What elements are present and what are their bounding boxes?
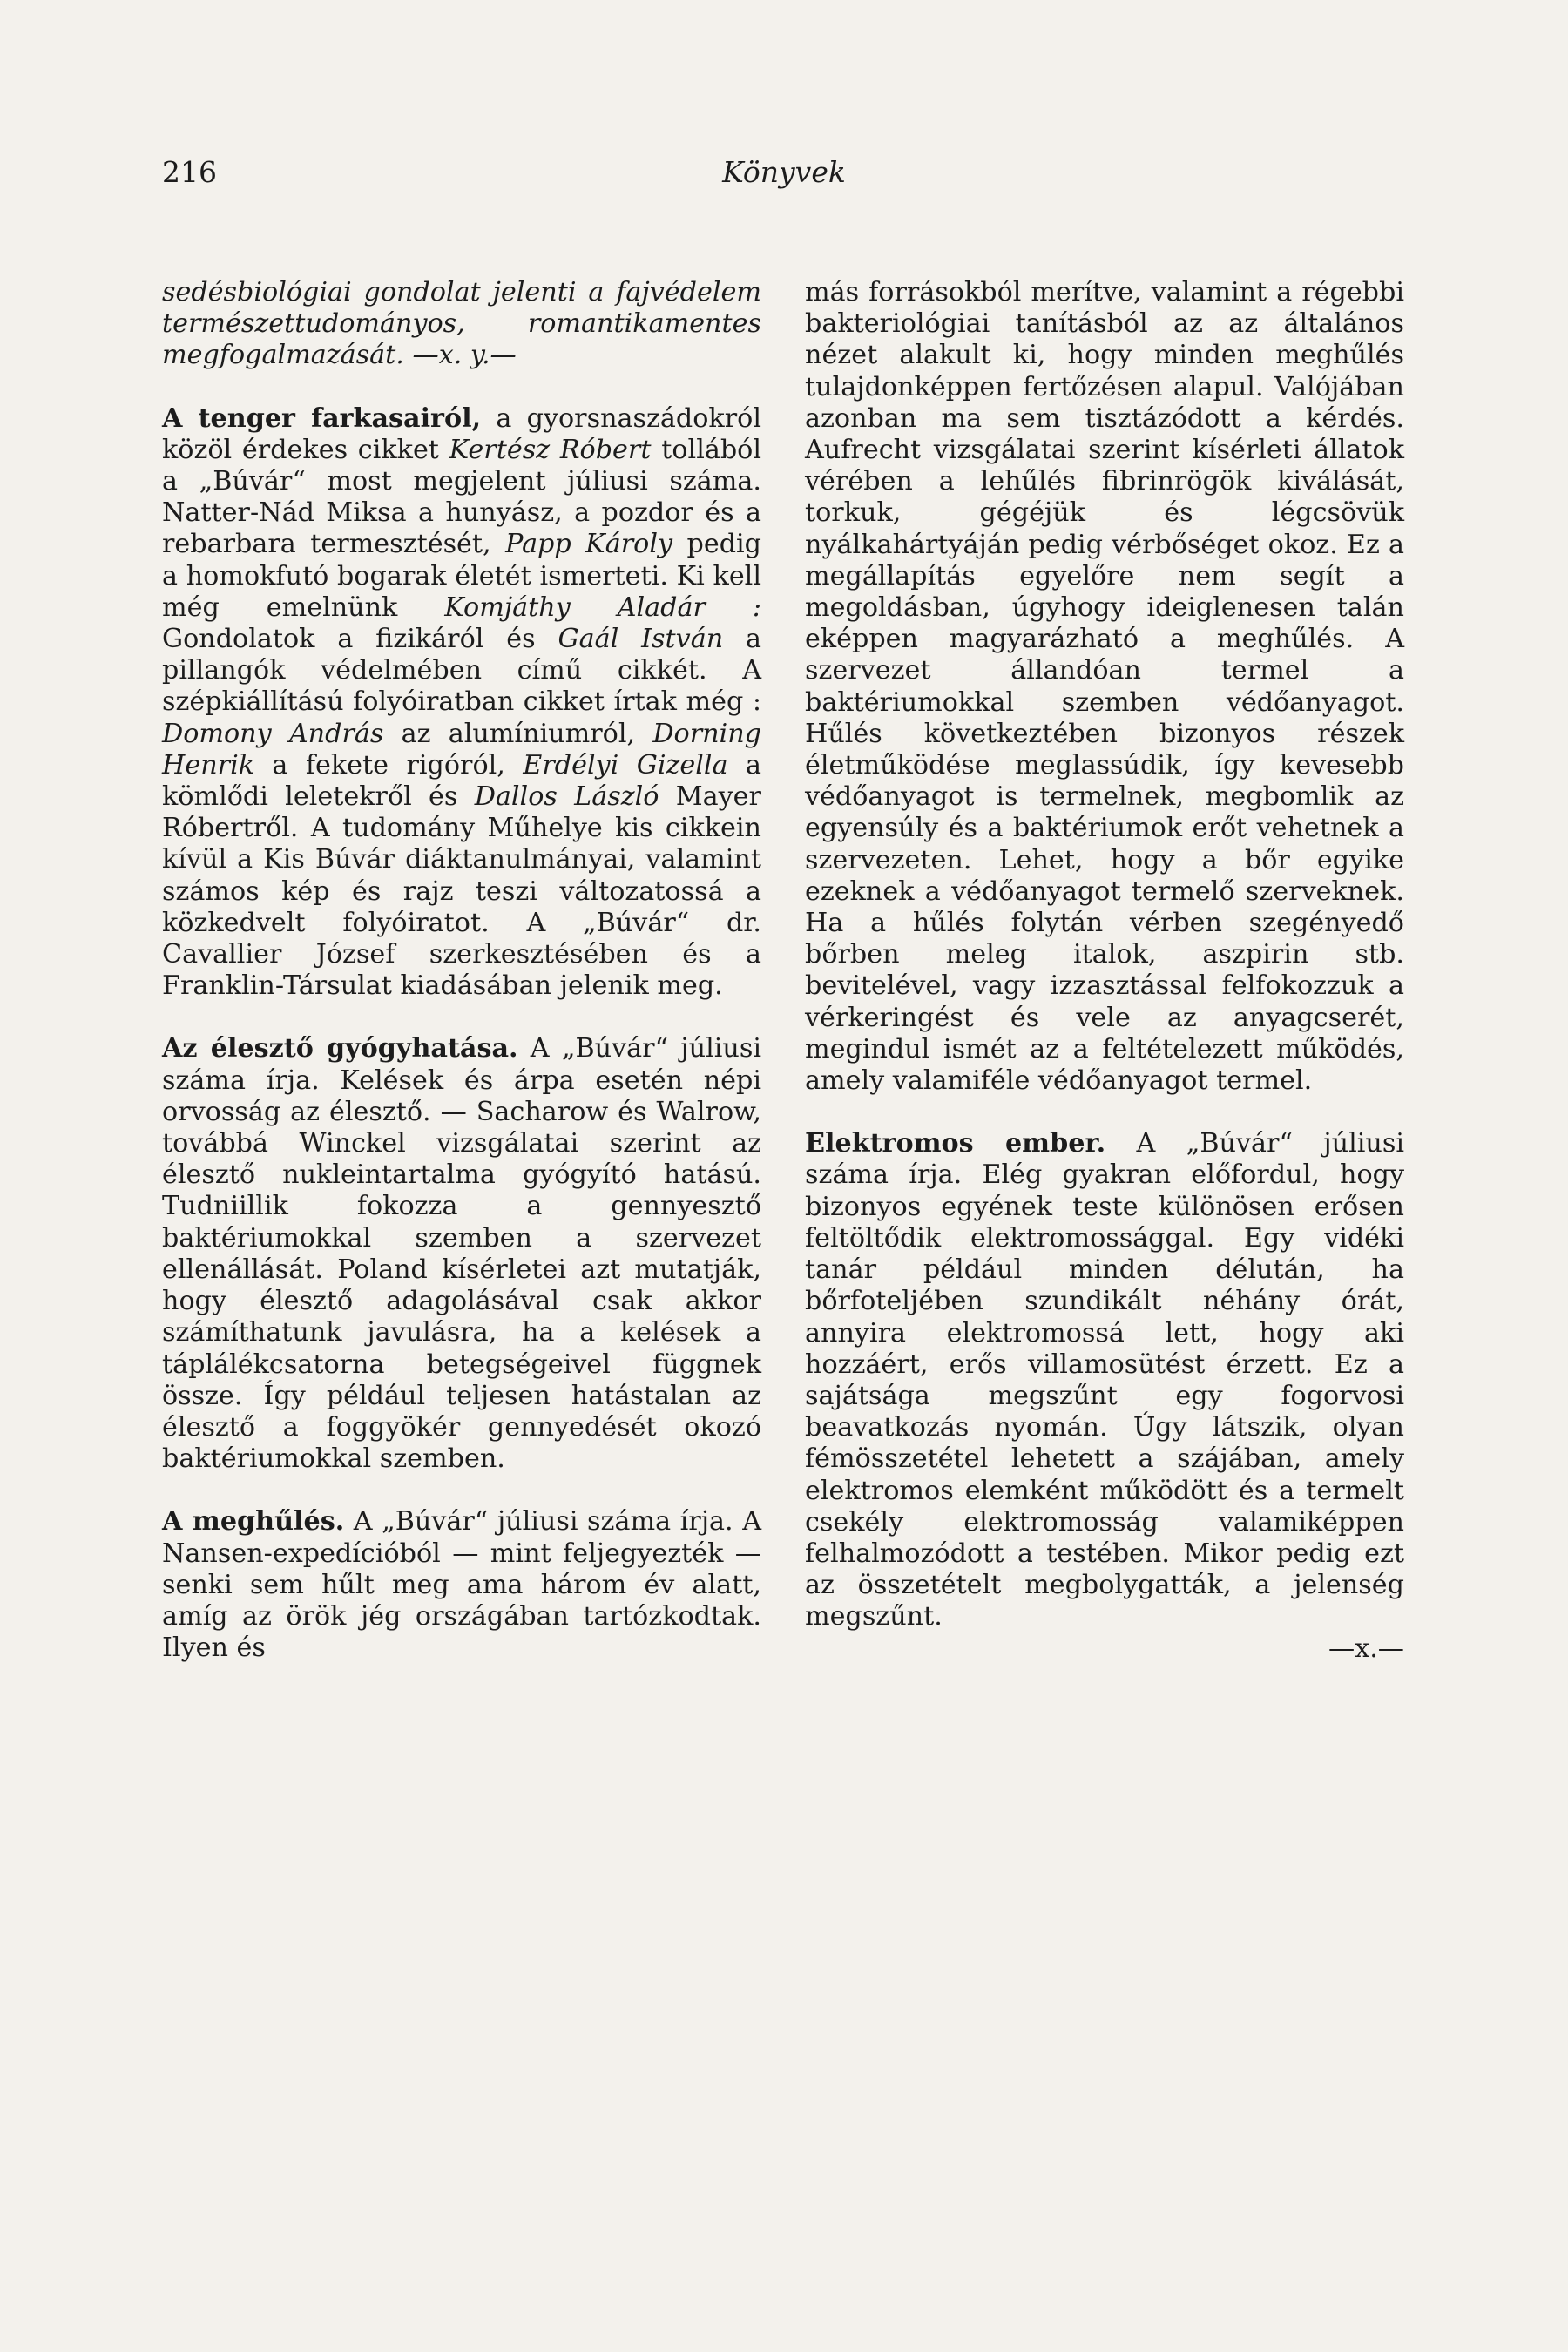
heading-tenger: A tenger farkasairól, bbox=[162, 402, 482, 434]
article-eleszto bbox=[162, 1033, 761, 1475]
eleszto-text: A „Búvár“ júliusi száma írja. Kelések és árpa esetén népi orvosság az élesztő. — Sacharow és Walrow, továbbá Winckel vizsgálatai szerint az élesztő nukleintartalma gyógyító hatású. Tudniillik fokozza a gennyesztő baktériumokkal szemben a szervezet ellenállását. Poland kísérletei azt mutatják, hogy élesztő adagolásával csak akkor számíthatunk javulásra, ha a kelések a táplálékcsatorna betegségeivel függnek össze. Így például teljesen hatástalan az élesztő a foggyökér gennyedését okozó baktériumokkal szemben. bbox=[162, 1033, 761, 1475]
tenger-text-8: a kömlődi leletekről és bbox=[162, 749, 761, 813]
author-name: Gaál István bbox=[558, 624, 724, 655]
left-column bbox=[162, 277, 761, 1664]
heading-elektromos: Elektromos ember. bbox=[805, 1128, 1106, 1159]
heading-eleszto: Az élesztő gyógyhatása. bbox=[162, 1033, 518, 1064]
author-name: Komjáthy Aladár : bbox=[444, 591, 762, 623]
meghules-continuation: más forrásokból merítve, valamint a régebbi bakteriológiai tanításból az az általános nézet alakult ki, hogy minden meghűlés tulajdonképpen fertőzésen alapul. Valójában azonban ma sem tisztázódott a kérdés. Aufrecht vizsgálatai szerint kísérleti állatok vérében a lehűlés fibrinrögök kiválását, torkuk, gégéjük és légcsövük nyálkahártyáján pedig vérbőséget okoz. Ez a megállapítás egyelőre nem segít a megoldásban, úgyhogy ideiglenesen talán eképpen magyarázható a meghűlés. A szervezet állandóan termel a baktériumokkal szemben védőanyagot. Hűlés következtében bizonyos részek életműködése meglassúdik, így kevesebb védőanyagot is termelnek, megbomlik az egyensúly és a baktériumok erőt vehetnek a szervezeten. Lehet, hogy a bőr egyike ezeknek a védőanyagot termelő szerveknek. Ha a hűlés folytán vérben szegényedő bőrben meleg italok, aszpirin stb. bevitelével, vagy izzasztással felfokozzuk a vérkeringést és vele az anyagcserét, megindul ismét az a feltételezett működés, amely valamiféle védőanyagot termel. bbox=[805, 277, 1404, 1097]
elektromos-text: A „Búvár“ júliusi száma írja. Elég gyakran előfordul, hogy bizonyos egyének teste különösen erősen feltöltődik elektromossággal. Egy vidéki tanár például minden délután, ha bőrfoteljében szundikált néhány órát, annyira elektromossá lett, hogy aki hozzáért, erős villamosütést érzett. Ez a sajátsága megszűnt egy fogorvosi beavatkozás nyomán. Úgy látszik, olyan fémösszetétel lehetett a szájában, amely elektromos elemként működött és a termelt csekély elektromosság valamiképpen felhalmozódott a testében. Mikor pedig ezt az összetételt megbolygatták, a jelenség megszűnt. bbox=[805, 1128, 1404, 1632]
page-number: 216 bbox=[162, 155, 217, 189]
tenger-text-4: Gondolatok a fizikáról és bbox=[162, 624, 558, 655]
page-header bbox=[162, 155, 1406, 199]
tenger-text-2: tollából a „Búvár“ most megjelent júliusi száma. Natter-Nád Miksa a hunyász, a pozdor és a rebarbara termesztését, bbox=[162, 434, 761, 560]
tenger-text-6: az alumíniumról, bbox=[383, 718, 653, 749]
author-name: Dallos László bbox=[474, 781, 659, 813]
article-tenger bbox=[162, 403, 761, 1003]
article-meghules bbox=[162, 1506, 761, 1664]
author-name: Dorning Henrik bbox=[162, 718, 761, 781]
author-name: Domony András bbox=[162, 718, 384, 749]
elektromos-signature: —x.— bbox=[1328, 1632, 1404, 1664]
intro-text: sedésbiológiai gondolat jelenti a fajvédelem természettudományos, romantikamentes megfogalmazását. bbox=[162, 277, 761, 371]
article-elektromos bbox=[805, 1128, 1404, 1632]
heading-meghules: A meghűlés. bbox=[162, 1506, 345, 1538]
intro-paragraph bbox=[162, 277, 761, 372]
tenger-text-9: Mayer Róbertről. A tudomány Műhelye kis cikkein kívül a Kis Búvár diáktanulmányai, valamint számos kép és rajz teszi változatossá a közkedvelt folyóiratot. A „Búvár“ dr. Cavallier József szerkesztésében és a Franklin-Társulat kiadásában jelenik meg. bbox=[162, 781, 761, 1002]
author-name: Kertész Róbert bbox=[449, 434, 652, 465]
meghules-text: A „Búvár“ júliusi száma írja. A Nansen-expedícióból — mint feljegyezték — senki sem hűlt meg ama három év alatt, amíg az örök jég országában tartózkodtak. Ilyen és bbox=[162, 1506, 761, 1664]
tenger-text-5: a pillangók védelmében című cikkét. A szépkiállítású folyóiratban cikket írtak még : bbox=[162, 624, 762, 718]
tenger-text-3: pedig a homokfutó bogarak életét ismerteti. Ki kell még emelnünk bbox=[162, 529, 761, 623]
author-name: Papp Károly bbox=[505, 529, 673, 560]
intro-signature: —x. y.— bbox=[412, 340, 517, 371]
running-title: Könyvek bbox=[722, 155, 846, 189]
right-column bbox=[805, 277, 1404, 1665]
tenger-text-7: a fekete rigóról, bbox=[254, 749, 524, 781]
author-name: Erdélyi Gizella bbox=[523, 749, 728, 781]
tenger-text-1: a gyorsnaszádokról közöl érdekes cikket bbox=[162, 402, 761, 465]
